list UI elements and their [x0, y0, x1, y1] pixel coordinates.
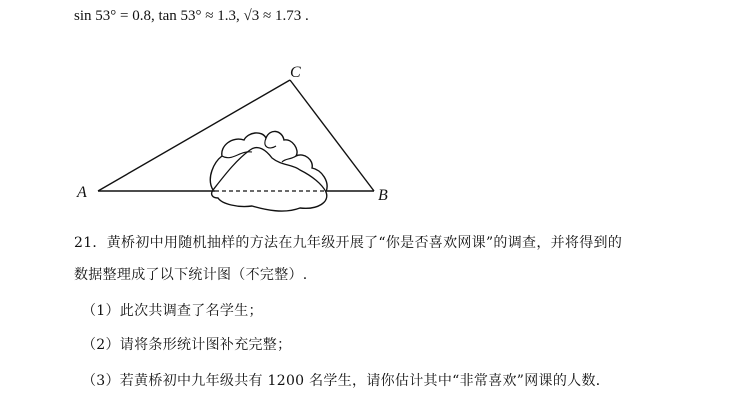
question-intro-line1: 21．黄桥初中用随机抽样的方法在九年级开展了“你是否喜欢网课”的调查，并将得到的	[74, 235, 623, 251]
hill-inner-line	[222, 138, 296, 162]
side-ac	[98, 80, 290, 191]
side-cb	[290, 80, 374, 191]
point-b-label: B	[378, 187, 388, 204]
point-a-label: A	[77, 184, 87, 201]
hill-ridge-line	[213, 148, 326, 192]
question-intro-line2: 数据整理成了以下统计图（不完整）.	[74, 267, 308, 283]
point-c-label: C	[290, 64, 301, 81]
question-part-3: （3）若黄桥初中九年级共有 1200 名学生，请你估计其中“非常喜欢”网课的人数．	[82, 373, 611, 389]
question-part-2: （2）请将条形统计图补充完整；	[82, 337, 292, 353]
given-values-formula: sin 53° = 0.8, tan 53° ≈ 1.3, √3 ≈ 1.73 .	[74, 8, 309, 24]
question-part-1: （1）此次共调查了名学生；	[82, 303, 263, 319]
